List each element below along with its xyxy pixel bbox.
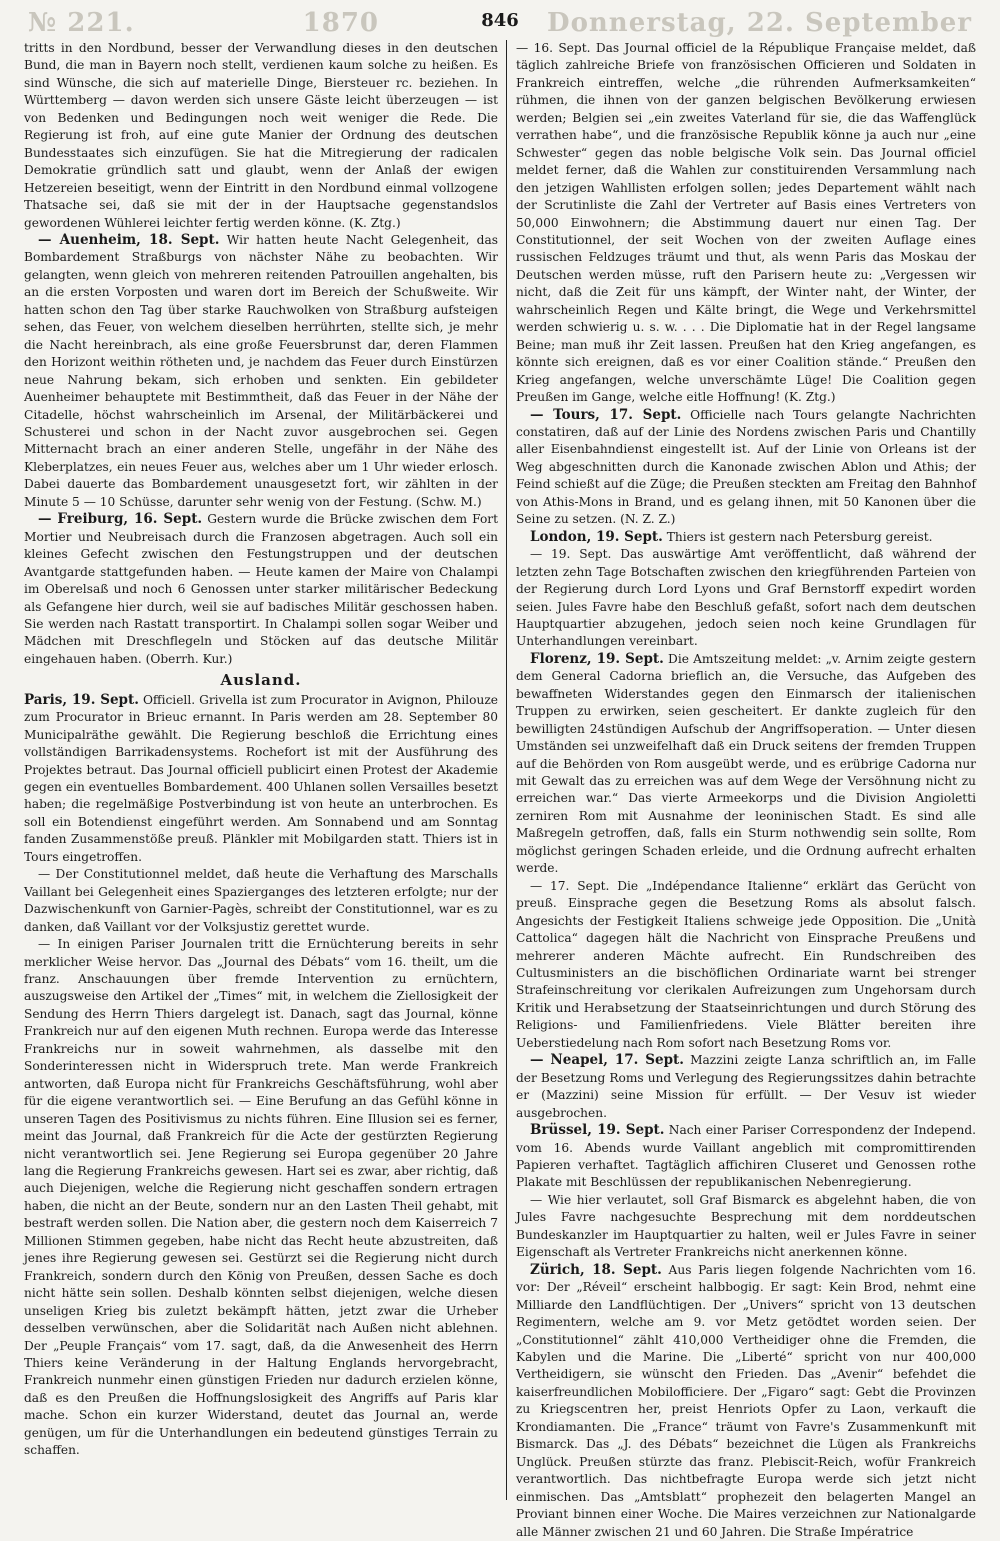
article-paragraph <box>24 866 498 936</box>
article-paragraph <box>24 511 498 668</box>
paragraph-text: Officiell. Grivella ist zum Procurator in Avignon, Philouze zum Procurator in Brieuc ernannt. In Paris werden am 28. September 80 Municipalräthe gewählt. Die Regierung beschloß die Errichtung eines vollständigen Barrikadensystems. Rochefort ist mit der Ausführung des Projektes betraut. Das Journal officiell publicirt einen Protest der Akademie gegen ein eventuelles Bombardement. 400 Uhlanen sollen Versailles besetzt haben; die regelmäßige Postverbindung ist von heute an unterbrochen. Es soll ein Botendienst eingeführt werden. Am Sonnabend und am Sonntag fanden Zusammenstöße preuß. Plänkler mit Mobilgarden statt. Thiers ist in Tours eingetroffen. <box>24 692 498 864</box>
dateline: Zürich, 18. Sept. <box>530 1261 662 1278</box>
dateline: — Tours, 17. Sept. <box>530 406 682 423</box>
paragraph-text: Officielle nach Tours gelangte Nachrichten constatiren, daß auf der Linie des Nordens zwischen Paris und Chantilly aller Eisenbahndienst eingestellt ist. Auf der Linie von Orleans ist der Weg abgeschnitten durch die Kanonade zwischen Ablon und Athis; der Feind schießt auf die Züge; die Preußen steckten am Freitag den Bahnhof von Athis-Mons in Brand, und es gelang ihnen, mit 50 Kanonen über die Seine zu setzen. (N. Z. Z.) <box>516 407 976 527</box>
paragraph-text: — Wie hier verlautet, soll Graf Bismarck es abgelehnt haben, die von Jules Favre nachgesuchte Besprechung mit dem norddeutschen Bundeskanzler im Hauptquartier zu halten, weil er Jules Favre in seiner Eigenschaft als Vertreter Frankreichs nicht anerkennen könne. <box>516 1192 976 1260</box>
article-paragraph <box>516 1052 976 1122</box>
paragraph-text: Mazzini zeigte Lanza schriftlich an, im Falle der Besetzung Roms und Verlegung des Regierungssitzes dahin betrachte er (Mazzini) seine Mission für erfüllt. — Der Vesuv ist wieder ausgebrochen. <box>516 1053 977 1120</box>
paragraph-text: — 17. Sept. Die „Indépendance Italienne“ erklärt das Gerücht von preuß. Einsprache gegen die Besetzung Roms als absolut falsch. Angesichts der Festigkeit Italiens schweige jede Opposition. Die „Unità Cattolica“ dagegen hält die Nachricht von Einsprache Preußens und mehrerer anderen Mächte aufrecht. Ein Rundschreiben des Cultusministers an die bischöflichen Ordinariate warnt bei strenger Strafeinschreitung vor clerikalen Aufreizungen zum Ungehorsam durch Kritik und Herabsetzung der Staatseinrichtungen und durch Störung des Religions- und Familienfriedens. Viele Blätter bereiten ihre Ueberstiedelung nach Rom sofort nach Besetzung Roms vor. <box>516 878 976 1050</box>
paragraph-text: — 16. Sept. Das Journal officiel de la République Française meldet, daß täglich zahlreiche Briefe von französischen Officieren und Soldaten in Frankreich eintreffen, welche „die rührenden Aufmerksamkeiten“ rühmen, die ihnen von der ganzen belgischen Bevölkerung erwiesen werden; Belgien sei „ein zweites Vaterland für sie, die das Waffenglück verrathen habe“, und die französische Republik könne ja auch nur „eine Schwester“ gegen das noble belgische Volk sein. Das Journal officiel meldet ferner, daß die Wahlen zur constituirenden Versammlung nach den jetzigen Wahllisten erfolgen sollen; jedes Departement wählt nach der Scrutinliste die Zahl der Vertreter auf Basis eines Vertreters von 50,000 Einwohnern; die Abstimmung dauert nur einen Tag. Der Constitutionnel, der seit Wochen von der zweiten Auflage eines russischen Feldzuges träumt und thut, als wenn Paris das Moskau der Deutschen werden müsse, ruft den Parisern heute zu: „Vergessen wir nicht, daß die Zeit für uns kämpft, der Winter naht, der Winter, der wahrscheinlich Regen und Kälte bringt, die Wege und Verkehrsmittel werden schwierig u. s. w. . . . Die Diplomatie hat in der Regel langsame Beine; man muß ihr Zeit lassen. Preußen hat den Krieg angefangen, es könnte sich ereignen, daß es vor einer Coalition stände.“ Preußen den Krieg angefangen, welche unverschämte Lüge! Die Coalition gegen Preußen im Gange, welche eitle Hoffnung! (K. Ztg.) <box>516 41 976 405</box>
right-column <box>506 40 977 1539</box>
paragraph-text: Wir hatten heute Nacht Gelegenheit, das Bombardement Straßburgs von nächster Nähe zu beobachten. Wir gelangten, wenn gleich von mehreren reitenden Patrouillen angehalten, bis an die ersten Vorposten und waren dort im Bereich der Schußweite. Wir hatten schon den Tag über starke Rauchwolken von Straßburg aufsteigen sehen, das Feuer, von welchem dieselben herrührten, stellte sich, je mehr die Nacht hereinbrach, als eine große Feuersbrunst dar, deren Flammen den Horizont weithin rötheten und, je nachdem das Feuer durch Einstürzen neue Nahrung bekam, sich erhoben und senkten. Ein gebildeter Auenheimer behauptete mit Bestimmtheit, daß das Feuer in der Nähe der Citadelle, höchst wahrscheinlich im Arsenal, der Militärbäckerei und Schusterei und schon in der Nacht zuvor ausgebrochen sei. Gegen Mitternacht brach an einer anderen Stelle, ungefähr in der Nähe des Kleberplatzes, ein neues Feuer aus, welches aber um 1 Uhr wieder erlosch. Dabei dauerte das Bombardement unausgesetzt fort, wir zählten in der Minute 5 — 10 Schüsse, darunter sehr wenig von der Festung. (Schw. M.) <box>24 232 498 509</box>
article-paragraph <box>24 692 498 867</box>
paragraph-text: — 19. Sept. Das auswärtige Amt veröffentlicht, daß während der letzten zehn Tage Botschaften zwischen den kriegführenden Parteien von der Regierung durch Lord Lyons und Graf Bernstorff expedirt worden seien. Jules Favre habe den Beschluß gefaßt, sofort nach dem deutschen Hauptquartier abzugehen, jedoch seien noch keine Grundlagen für Unterhandlungen vereinbart. <box>516 547 976 649</box>
article-paragraph <box>24 232 498 511</box>
article-paragraph <box>516 878 976 1053</box>
left-column <box>24 40 506 1500</box>
paragraph-text: Aus Paris liegen folgende Nachrichten vom 16. vor: Der „Réveil“ erscheint halbbogig. Er sagt: Kein Brod, nehmt eine Milliarde den Landflüchtigen. Der „Univers“ spricht von 13 deutschen Regimentern, welche am 9. vor Metz getödtet worden seien. Der „Constitutionnel“ zählt 410,000 Vertheidiger ohne die Fremden, die Kabylen und die Marine. Die „Liberté“ spricht von nur 400,000 Vertheidigern, sie wünscht den Frieden. Das „Avenir“ befehdet die kaiserfreundlichen Mobilofficiere. Der „Figaro“ sagt: Gebt die Provinzen zu Kriegscentren her, preist Henriots Opfer zu Laon, verkauft die Krondiamanten. Die „France“ träumt von Favre's Zusammenkunft mit Bismarck. Das „J. des Débats“ bezeichnet die Lügen als Frankreichs Unglück. Preußen stürzte das franz. Plebiscit-Reich, wofür Frankreich verantwortlich. Das nichtbefragte Europa werde sich jetzt nicht einmischen. Das „Amtsblatt“ prophezeit den belagerten Mangel an Proviant binnen einer Woche. Die Maires verzeichnen zur Nationalgarde alle Männer zwischen 21 und 60 Jahren. Die Straße Impératrice <box>516 1262 977 1539</box>
dateline: Paris, 19. Sept. <box>24 691 139 708</box>
article-paragraph <box>516 529 976 546</box>
dateline: — Freiburg, 16. Sept. <box>38 511 203 528</box>
paragraph-text: — In einigen Pariser Journalen tritt die Ernüchterung bereits in sehr merklicher Weise hervor. Das „Journal des Débats“ vom 16. theilt, um die franz. Anschauungen über fremde Intervention zu ernüchtern, auszugsweise den Artikel der „Times“ mit, in welchem die Ziellosigkeit der Sendung des Herrn Thiers dargelegt ist. Danach, sagt das Journal, könne Frankreich nur auf den eigenen Muth rechnen. Europa werde das Interesse Frankreichs nur in soweit wahrnehmen, als dasselbe mit den Sonderinteressen nicht in Widerspruch trete. Man werde Frankreich antworten, daß Europa nicht für Frankreichs Geschäftsführung, wohl aber für die eigene verantwortlich sei. — Eine Berufung an das Gefühl könne in unseren Tagen des Positivismus zu nichts führen. Eine Illusion sei es ferner, meint das Journal, daß Frankreich für die Acte der gestürzten Regierung nicht verantwortlich sei. Jene Regierung sei Europa gegenüber 20 Jahre lang die Regierung Frankreichs gewesen. Hart sei es zwar, aber richtig, daß auch Diejenigen, welche die Regierung nicht geschaffen sondern ertragen haben, die nicht an der Beute, sondern nur an den Lasten Theil gehabt, mit bestraft werden sollen. Die Nation aber, die gestern noch dem Kaiserreich 7 Millionen Stimmen gegeben, habe nicht das Recht heute abzustreiten, daß jenes ihre Regierung gewesen sei. Gestürzt sei die Regierung nicht durch Frankreich, sondern durch den König von Preußen, dessen Sache es doch nicht hätte sein sollen. Deshalb könnten selbst diejenigen, welche diesen unseligen Krieg bis zuletzt bekämpft hätten, jetzt zwar die Urheber desselben verwünschen, aber die Solidarität nach Außen nicht ablehnen. Der „Peuple Français“ vom 17. sagt, daß, da die Anwesenheit des Herrn Thiers keine Veränderung in der Haltung Englands hervorgebracht, Frankreich nunmehr einen günstigen Frieden nur dadurch erzielen könne, daß es den Preußen die Hoffnungslosigkeit des Angriffs auf Paris klar mache. Schon ein kurzer Widerstand, deutet das Journal an, werde genügen, um für die Unterhandlungen ein bedeutend günstiges Terrain zu schaffen. <box>24 937 498 1458</box>
ghost-year: 1870 <box>302 8 380 38</box>
ghost-issue-number: № 221. <box>28 8 135 38</box>
article-paragraph <box>24 40 498 232</box>
dateline: London, 19. Sept. <box>530 528 663 545</box>
dateline: Florenz, 19. Sept. <box>530 650 664 667</box>
article-paragraph <box>516 651 976 878</box>
article-paragraph <box>516 1262 976 1541</box>
paragraph-text: tritts in den Nordbund, besser der Verwandlung dieses in den deutschen Bund, die man in Bayern noch stellt, verdienen kaum solche zu heißen. Es sind Wünsche, die sich auf materielle Dinge, Biersteuer rc. beziehen. In Württemberg — davon werden sich unsere Gäste leicht überzeugen — ist von Bedenken und Bedingungen noch weit weniger die Rede. Die Regierung ist froh, auf eine gute Manier der Ordnung des deutschen Bundesstaates sich einzufügen. Sie hat die Mitregierung der radicalen Demokratie gründlich satt und glaubt, wenn der Anlaß der ewigen Hetzereien beseitigt, wenn der Eintritt in den Nordbund einmal vollzogene Thatsache sei, daß sie mit der in der Hauptsache gegenstandslos gewordenen Wühlerei leichter fertig werden könne. (K. Ztg.) <box>24 41 498 230</box>
paragraph-text: Die Amtszeitung meldet: „v. Arnim zeigte gestern dem General Cadorna brieflich an, die Versuche, das Aufgeben des bewaffneten Widerstandes gegen den Einmarsch der italienischen Truppen zu erwirken, seien gescheitert. Er dankte zugleich für den bewilligten 24stündigen Aufschub der Angriffsoperation. — Unter diesen Umständen sei unzweifelhaft daß ein Druck seitens der fremden Truppen auf die Behörden von Rom ausgeübt werde, und es erübrige Cadorna nur mit Gewalt das zu erreichen was auf dem Wege der Versöhnung nicht zu erreichen war.“ Das vierte Armeekorps und die Division Angioletti zerniren Rom mit Ausnahme der leoninischen Stadt. Es sind alle Maßregeln getroffen, daß, falls ein Sturm nothwendig sein sollte, Rom möglichst geringen Schaden erleide, und die Ordnung aufrecht erhalten werde. <box>516 651 977 876</box>
ghost-date: Donnerstag, 22. September <box>547 8 972 38</box>
article-columns <box>24 40 977 1539</box>
dateline: Brüssel, 19. Sept. <box>530 1122 665 1139</box>
article-paragraph <box>516 407 976 529</box>
paragraph-text: Gestern wurde die Brücke zwischen dem Fort Mortier und Neubreisach durch die Franzosen abgetragen. Auch soll ein kleines Gefecht zwischen den Festungstruppen und der deutschen Avantgarde stattgefunden haben. — Heute kamen der Maire von Chalampi im Oberelsaß und noch 6 Genossen unter starker militärischer Bedeckung als Gefangene hier durch, weil sie auf badisches Militär geschossen haben. Sie werden nach Rastatt transportirt. In Chalampi sollen sogar Weiber und Mädchen mit Dreschflegeln und Stöcken auf das deutsche Militär eingehauen haben. (Oberrh. Kur.) <box>24 512 499 666</box>
article-paragraph <box>516 40 976 407</box>
article-paragraph <box>516 1122 976 1192</box>
paragraph-text: Nach einer Pariser Correspondenz der Independ. vom 16. Abends wurde Vaillant angeblich mit compromittirenden Papieren verhaftet. Tagtäglich affichiren Cluseret und Genossen rothe Plakate mit Beschlüssen der republikanischen Nebenregierung. <box>516 1123 977 1190</box>
paragraph-text: — Der Constitutionnel meldet, daß heute die Verhaftung des Marschalls Vaillant bei Gelegenheit eines Spazierganges des letzteren erfolgte; nur der Dazwischenkunft von Garnier-Pagès, schreibt der Constitutionnel, war es zu danken, daß Vaillant vor der Volksjustiz gerettet wurde. <box>24 867 498 934</box>
dateline: — Neapel, 17. Sept. <box>530 1052 684 1069</box>
section-heading: Ausland. <box>220 671 302 690</box>
page-number: 846 <box>481 10 519 31</box>
article-paragraph <box>516 546 976 651</box>
article-paragraph <box>24 936 498 1460</box>
article-paragraph <box>516 1192 976 1262</box>
dateline: — Auenheim, 18. Sept. <box>38 231 220 248</box>
paragraph-text: Thiers ist gestern nach Petersburg gereist. <box>666 529 933 544</box>
